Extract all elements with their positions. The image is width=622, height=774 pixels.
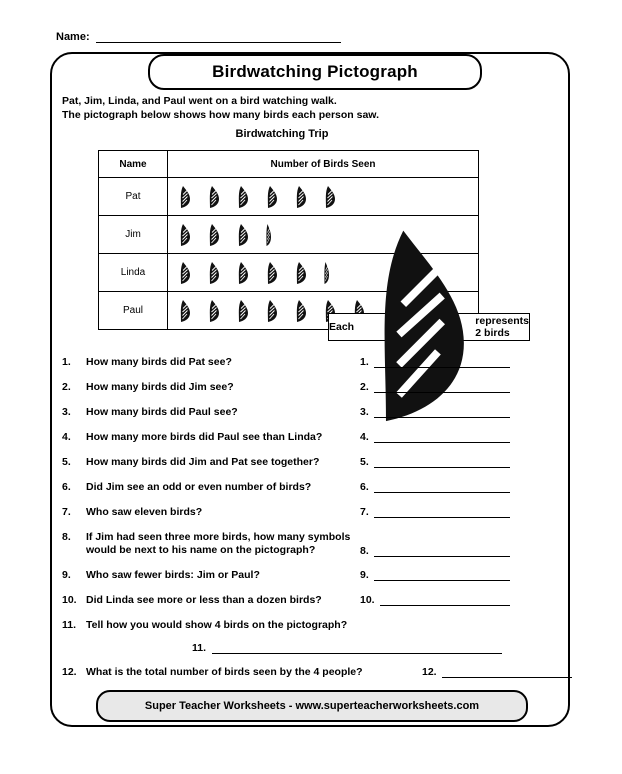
question-number: 5. bbox=[62, 456, 71, 468]
answer-field[interactable] bbox=[360, 456, 510, 468]
answer-field[interactable] bbox=[360, 594, 510, 606]
bird-icon bbox=[207, 185, 221, 209]
question-row bbox=[62, 506, 510, 519]
footer-text: Super Teacher Worksheets - www.superteacherworksheets.com bbox=[144, 700, 480, 712]
row-name-paul: Paul bbox=[99, 292, 168, 330]
answer-number: 7. bbox=[360, 506, 369, 518]
answer-line[interactable] bbox=[374, 506, 510, 518]
question-number: 10. bbox=[62, 594, 77, 606]
bird-icon bbox=[178, 185, 192, 209]
answer-number: 4. bbox=[360, 431, 369, 443]
question-number: 6. bbox=[62, 481, 71, 493]
question-text: How many birds did Paul see? bbox=[86, 406, 238, 418]
question-number: 2. bbox=[62, 381, 71, 393]
question-row bbox=[62, 356, 510, 369]
question-text: Who saw eleven birds? bbox=[86, 506, 203, 518]
bird-icon bbox=[178, 223, 192, 247]
table-header-row bbox=[99, 151, 479, 178]
question-text: Who saw fewer birds: Jim or Paul? bbox=[86, 569, 260, 581]
bird-icon bbox=[207, 299, 221, 323]
answer-line[interactable] bbox=[212, 642, 502, 654]
answer-number: 5. bbox=[360, 456, 369, 468]
bird-icon bbox=[207, 261, 221, 285]
answer-number: 8. bbox=[360, 545, 369, 557]
legend-suffix: represents 2 birds bbox=[475, 315, 529, 339]
question-number: 8. bbox=[62, 531, 71, 543]
answer-number: 2. bbox=[360, 381, 369, 393]
answer-line[interactable] bbox=[374, 431, 510, 443]
question-row bbox=[62, 531, 510, 557]
answer-line[interactable] bbox=[380, 594, 510, 606]
question-row bbox=[62, 381, 510, 394]
answer-number: 11. bbox=[192, 642, 207, 654]
bird-icon bbox=[265, 185, 279, 209]
chart-title: Birdwatching Trip bbox=[235, 128, 329, 140]
question-row bbox=[62, 594, 510, 607]
page-title: Birdwatching Pictograph bbox=[212, 62, 418, 81]
question-row bbox=[62, 666, 510, 679]
name-input-line[interactable] bbox=[96, 30, 341, 43]
bird-icon bbox=[236, 299, 250, 323]
answer-number: 10. bbox=[360, 594, 375, 606]
answer-field[interactable] bbox=[62, 642, 510, 654]
table-row bbox=[99, 178, 479, 216]
question-text: If Jim had seen three more birds, how many symbols would be next to his name on the pictograph? bbox=[86, 531, 351, 556]
row-name-pat: Pat bbox=[99, 178, 168, 216]
bird-icon bbox=[294, 299, 308, 323]
legend-prefix: Each bbox=[329, 321, 355, 333]
question-text: Did Jim see an odd or even number of birds? bbox=[86, 481, 312, 493]
bird-icon bbox=[265, 299, 279, 323]
row-name-linda: Linda bbox=[99, 254, 168, 292]
row-name-jim: Jim bbox=[99, 216, 168, 254]
legend-box bbox=[328, 313, 530, 341]
answer-field[interactable] bbox=[360, 381, 510, 393]
bird-icon bbox=[323, 185, 337, 209]
question-text: How many more birds did Paul see than Linda? bbox=[86, 431, 323, 443]
question-text: What is the total number of birds seen by the 4 people? bbox=[86, 666, 363, 678]
question-text: How many birds did Jim and Pat see together? bbox=[86, 456, 320, 468]
answer-field[interactable] bbox=[360, 406, 510, 418]
answer-line[interactable] bbox=[374, 381, 510, 393]
symbol-row bbox=[178, 185, 478, 209]
answer-field[interactable] bbox=[422, 666, 572, 678]
bird-icon bbox=[294, 185, 308, 209]
answer-number: 3. bbox=[360, 406, 369, 418]
question-row bbox=[62, 456, 510, 469]
worksheet-title-banner bbox=[148, 54, 482, 90]
question-number: 7. bbox=[62, 506, 71, 518]
intro-text bbox=[62, 94, 502, 122]
answer-field[interactable] bbox=[360, 531, 510, 557]
intro-line-2: The pictograph below shows how many birds each person saw. bbox=[62, 109, 380, 121]
name-label: Name: bbox=[56, 31, 90, 43]
name-field[interactable] bbox=[56, 30, 341, 43]
question-text: How many birds did Pat see? bbox=[86, 356, 232, 368]
answer-field[interactable] bbox=[360, 506, 510, 518]
question-number: 3. bbox=[62, 406, 71, 418]
answer-number: 9. bbox=[360, 569, 369, 581]
answer-line[interactable] bbox=[442, 666, 572, 678]
bird-icon bbox=[178, 299, 192, 323]
question-number: 1. bbox=[62, 356, 71, 368]
footer-banner bbox=[96, 690, 528, 722]
bird-icon bbox=[236, 223, 250, 247]
question-row bbox=[62, 569, 510, 582]
question-row bbox=[62, 406, 510, 419]
answer-field[interactable] bbox=[360, 569, 510, 581]
question-row bbox=[62, 619, 510, 654]
question-text: How many birds did Jim see? bbox=[86, 381, 234, 393]
bird-icon bbox=[236, 261, 250, 285]
bird-icon bbox=[265, 261, 279, 285]
answer-field[interactable] bbox=[360, 356, 510, 368]
answer-line[interactable] bbox=[374, 481, 510, 493]
bird-icon bbox=[178, 261, 192, 285]
question-text: Tell how you would show 4 birds on the pictograph? bbox=[86, 619, 348, 631]
question-text: Did Linda see more or less than a dozen birds? bbox=[86, 594, 322, 606]
question-number: 11. bbox=[62, 619, 77, 631]
row-symbols-pat bbox=[168, 178, 479, 216]
header-birds-seen: Number of Birds Seen bbox=[168, 151, 479, 178]
question-number: 12. bbox=[62, 666, 77, 678]
question-number: 4. bbox=[62, 431, 71, 443]
bird-icon bbox=[265, 223, 272, 247]
answer-field[interactable] bbox=[360, 481, 510, 493]
answer-line[interactable] bbox=[374, 456, 510, 468]
answer-field[interactable] bbox=[360, 431, 510, 443]
questions-list bbox=[62, 356, 510, 691]
question-row bbox=[62, 431, 510, 444]
answer-line[interactable] bbox=[374, 545, 510, 557]
question-row bbox=[62, 481, 510, 494]
answer-number: 1. bbox=[360, 356, 369, 368]
answer-line[interactable] bbox=[374, 569, 510, 581]
header-name: Name bbox=[99, 151, 168, 178]
intro-line-1: Pat, Jim, Linda, and Paul went on a bird watching walk. bbox=[62, 95, 337, 107]
bird-icon bbox=[207, 223, 221, 247]
bird-icon bbox=[294, 261, 308, 285]
bird-icon bbox=[323, 261, 330, 285]
answer-line[interactable] bbox=[374, 406, 510, 418]
bird-icon bbox=[236, 185, 250, 209]
question-number: 9. bbox=[62, 569, 71, 581]
answer-number: 12. bbox=[422, 666, 437, 678]
answer-number: 6. bbox=[360, 481, 369, 493]
answer-line[interactable] bbox=[374, 356, 510, 368]
